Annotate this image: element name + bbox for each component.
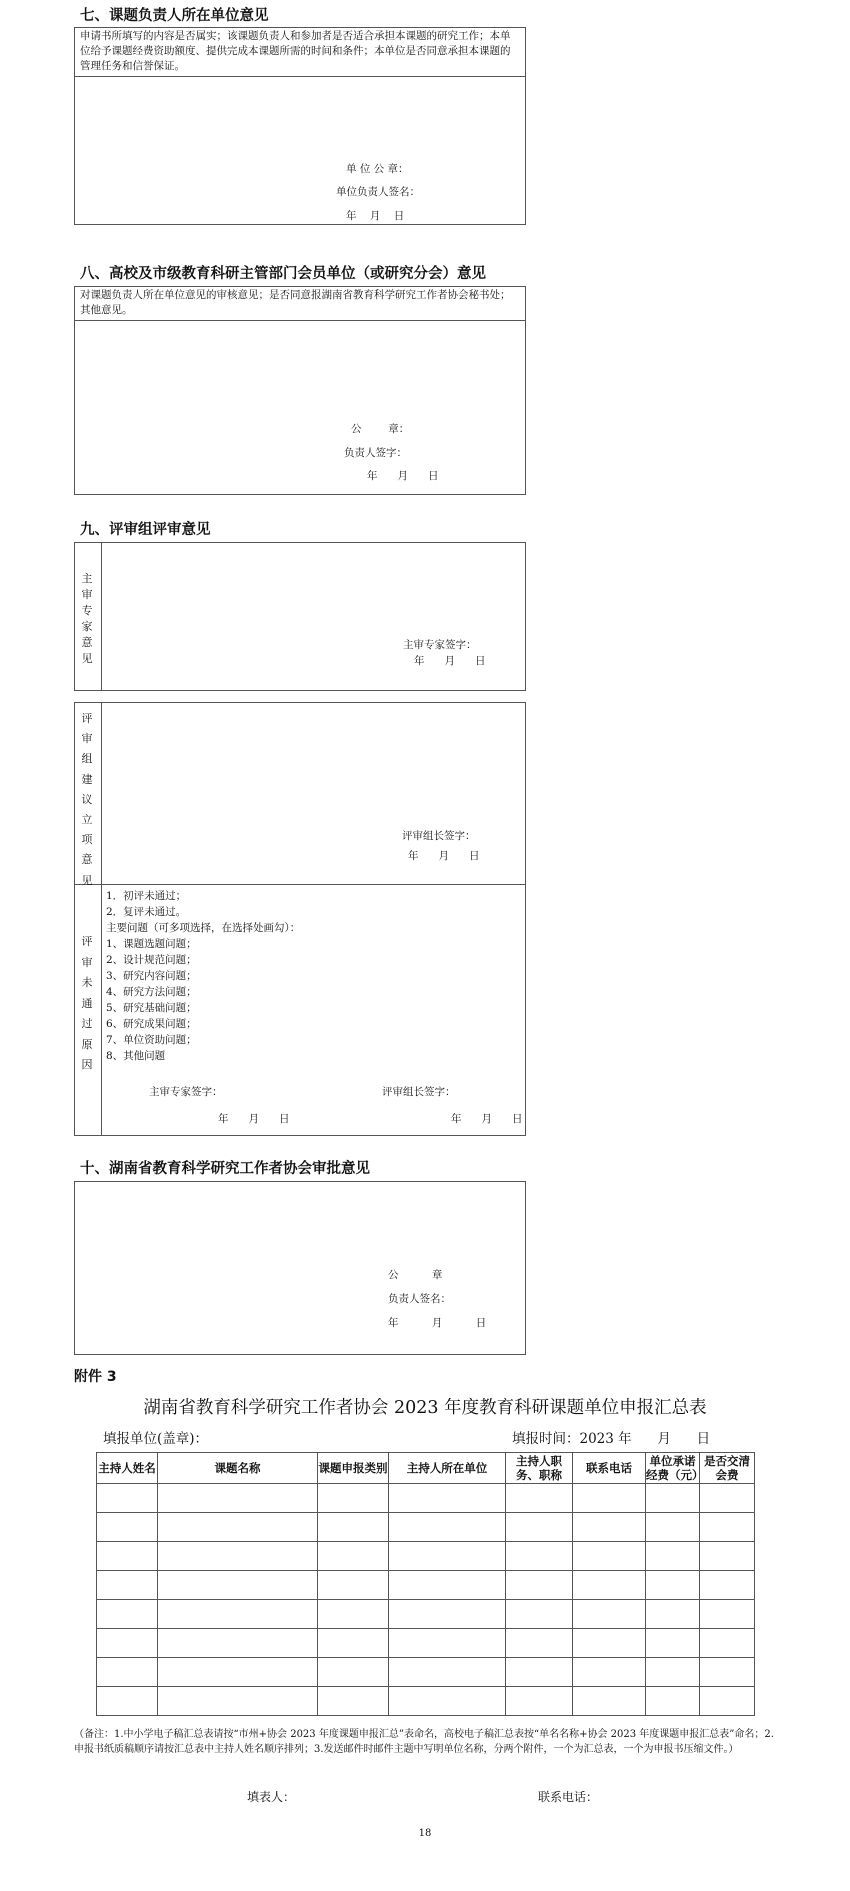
unit-head-sign-label: 单位负责人签名：	[336, 186, 420, 198]
chief-expert-sign-label: 主审专家签字：	[403, 639, 477, 651]
list-item: 1、课题选题问题；	[106, 938, 197, 950]
table-cell[interactable]	[700, 1571, 755, 1600]
table-cell[interactable]	[158, 1484, 318, 1513]
table-row	[97, 1658, 755, 1687]
section-10-title: 十、湖南省教育科学研究工作者协会审批意见	[80, 1161, 370, 1177]
group-leader-sign-label: 评审组长签字：	[402, 830, 476, 842]
list-item: 4、研究方法问题；	[106, 986, 197, 998]
table-cell[interactable]	[158, 1571, 318, 1600]
table-cell[interactable]	[700, 1687, 755, 1716]
date-label: 年 月 日	[408, 850, 480, 862]
section-9-title: 九、评审组评审意见	[80, 522, 211, 538]
table-cell[interactable]	[506, 1571, 573, 1600]
list-item: 1．初评未通过；	[106, 890, 187, 902]
header-phone: 联系电话	[573, 1453, 646, 1484]
table-cell[interactable]	[158, 1542, 318, 1571]
list-item: 6、研究成果问题；	[106, 1018, 197, 1030]
date-label: 年 月 日	[367, 470, 439, 482]
header-host-title: 主持人职务、职称	[506, 1453, 573, 1484]
table-cell[interactable]	[389, 1571, 506, 1600]
table-cell[interactable]	[389, 1542, 506, 1571]
table-cell[interactable]	[97, 1629, 158, 1658]
table-cell[interactable]	[573, 1658, 646, 1687]
table-row	[97, 1513, 755, 1542]
table-cell[interactable]	[506, 1513, 573, 1542]
failure-reason-list	[106, 888, 300, 1064]
date-label: 年 月 日	[218, 1113, 290, 1125]
table-cell[interactable]	[97, 1687, 158, 1716]
review-failure-reason-label: 评 审 未 通 过 原 因	[81, 935, 93, 1071]
table-cell[interactable]	[646, 1542, 700, 1571]
table-cell[interactable]	[700, 1484, 755, 1513]
table-cell[interactable]	[700, 1542, 755, 1571]
list-item: 8、其他问题	[106, 1050, 166, 1062]
attachment-label: 附件 3	[74, 1369, 117, 1385]
group-leader-sign-label: 评审组长签字：	[382, 1086, 456, 1098]
head-sign-label: 负责人签名：	[388, 1293, 451, 1305]
divider	[74, 76, 526, 77]
table-cell[interactable]	[158, 1687, 318, 1716]
header-project-name: 课题名称	[158, 1453, 318, 1484]
list-item: 2．复评未通过。	[106, 906, 187, 918]
table-cell[interactable]	[646, 1513, 700, 1542]
table-cell[interactable]	[97, 1658, 158, 1687]
contact-phone-label: 联系电话：	[538, 1790, 599, 1804]
table-cell[interactable]	[158, 1629, 318, 1658]
divider	[74, 320, 526, 321]
table-cell[interactable]	[318, 1658, 389, 1687]
table-cell[interactable]	[573, 1600, 646, 1629]
summary-table	[96, 1452, 755, 1716]
table-row	[97, 1484, 755, 1513]
table-cell[interactable]	[318, 1542, 389, 1571]
table-cell[interactable]	[506, 1484, 573, 1513]
table-cell[interactable]	[389, 1687, 506, 1716]
table-cell[interactable]	[318, 1484, 389, 1513]
table-cell[interactable]	[97, 1513, 158, 1542]
table-cell[interactable]	[506, 1658, 573, 1687]
table-cell[interactable]	[646, 1629, 700, 1658]
table-cell[interactable]	[506, 1600, 573, 1629]
table-cell[interactable]	[506, 1629, 573, 1658]
head-sign-label: 负责人签字：	[344, 447, 407, 459]
table-cell[interactable]	[646, 1484, 700, 1513]
table-cell[interactable]	[646, 1658, 700, 1687]
header-fees-paid: 是否交清会费	[700, 1453, 755, 1484]
table-cell[interactable]	[573, 1687, 646, 1716]
summary-table-title: 湖南省教育科学研究工作者协会 2023 年度教育科研课题单位申报汇总表	[143, 1398, 707, 1418]
table-cell[interactable]	[97, 1571, 158, 1600]
list-item: 2、设计规范问题；	[106, 954, 197, 966]
table-cell[interactable]	[646, 1571, 700, 1600]
filing-unit-label: 填报单位(盖章)：	[103, 1431, 209, 1447]
list-item: 主要问题（可多项选择，在选择处画勾）：	[106, 922, 301, 934]
table-cell[interactable]	[158, 1658, 318, 1687]
table-cell[interactable]	[97, 1484, 158, 1513]
table-cell[interactable]	[318, 1687, 389, 1716]
table-cell[interactable]	[700, 1658, 755, 1687]
review-group-recommendation-label: 评 审 组 建 议 立 项 意 见	[81, 712, 93, 887]
date-label: 年 月 日	[346, 210, 405, 222]
section-8-instruction: 对课题负责人所在单位意见的审核意见；是否同意报湖南省教育科学研究工作者协会秘书处；其他意见。	[80, 289, 511, 316]
table-cell[interactable]	[389, 1629, 506, 1658]
date-label: 年 月 日	[451, 1113, 523, 1125]
seal-label: 公 章	[388, 1269, 443, 1281]
table-cell[interactable]	[158, 1513, 318, 1542]
divider	[101, 542, 102, 691]
filing-time-label: 填报时间：2023 年 月 日	[512, 1431, 711, 1447]
divider	[74, 884, 526, 885]
header-host-unit: 主持人所在单位	[389, 1453, 506, 1484]
table-cell[interactable]	[318, 1513, 389, 1542]
table-cell[interactable]	[573, 1513, 646, 1542]
table-row	[97, 1687, 755, 1716]
divider	[101, 702, 102, 1136]
table-cell[interactable]	[389, 1600, 506, 1629]
header-funding: 单位承诺经费（元）	[646, 1454, 704, 1482]
table-cell[interactable]	[318, 1600, 389, 1629]
table-row	[97, 1542, 755, 1571]
chief-expert-sign-label: 主审专家签字：	[149, 1086, 223, 1098]
table-cell[interactable]	[506, 1687, 573, 1716]
table-cell[interactable]	[506, 1542, 573, 1571]
table-cell[interactable]	[573, 1571, 646, 1600]
seal-label: 公 章：	[351, 423, 410, 435]
table-cell[interactable]	[573, 1484, 646, 1513]
table-cell[interactable]	[700, 1600, 755, 1629]
section-7-title: 七、课题负责人所在单位意见	[80, 8, 269, 24]
table-cell[interactable]	[318, 1571, 389, 1600]
remarks-note: （备注：1.中小学电子稿汇总表请按“市州+协会 2023 年度课题申报汇总”表命名，高校电子稿汇总表按“单名名称+协会 2023 年度课题申报汇总表”命名；2.申报书纸质稿顺序请按汇总表中主持人姓名顺序排列；3.发送邮件时邮件主题中写明单位名称，分两个附件，一个为汇总表，一个为申报书压缩文件。）	[74, 1729, 774, 1755]
section-7-instruction: 申请书所填写的内容是否属实；该课题负责人和参加者是否适合承担本课题的研究工作；本单位给予课题经费资助额度、提供完成本课题所需的时间和条件；本单位是否同意承担本课题的管理任务和信誉保证。	[80, 30, 511, 72]
table-header-row	[97, 1453, 755, 1484]
section-8-title: 八、高校及市级教育科研主管部门会员单位（或研究分会）意见	[80, 266, 486, 282]
list-item: 5、研究基础问题；	[106, 1002, 197, 1014]
table-cell[interactable]	[573, 1542, 646, 1571]
date-label: 年 月 日	[414, 655, 486, 667]
table-cell[interactable]	[97, 1600, 158, 1629]
filler-label: 填表人：	[247, 1790, 296, 1804]
list-item: 3、研究内容问题；	[106, 970, 197, 982]
table-row	[97, 1571, 755, 1600]
page-number: 18	[418, 1828, 432, 1839]
table-cell[interactable]	[573, 1629, 646, 1658]
table-cell[interactable]	[158, 1600, 318, 1629]
table-cell[interactable]	[318, 1629, 389, 1658]
date-label: 年 月 日	[388, 1317, 487, 1329]
chief-expert-opinion-label: 主 审 专 家 意 见	[81, 572, 93, 665]
table-row	[97, 1629, 755, 1658]
table-cell[interactable]	[389, 1484, 506, 1513]
table-cell[interactable]	[646, 1687, 700, 1716]
table-cell[interactable]	[389, 1513, 506, 1542]
list-item: 7、单位资助问题；	[106, 1034, 197, 1046]
table-cell[interactable]	[700, 1513, 755, 1542]
table-cell[interactable]	[646, 1600, 700, 1629]
table-cell[interactable]	[700, 1629, 755, 1658]
header-host-name: 主持人姓名	[97, 1453, 158, 1484]
unit-seal-label: 单 位 公 章：	[346, 163, 409, 175]
table-row	[97, 1600, 755, 1629]
header-category: 课题申报类别	[318, 1453, 389, 1484]
table-cell[interactable]	[389, 1658, 506, 1687]
table-cell[interactable]	[97, 1542, 158, 1571]
